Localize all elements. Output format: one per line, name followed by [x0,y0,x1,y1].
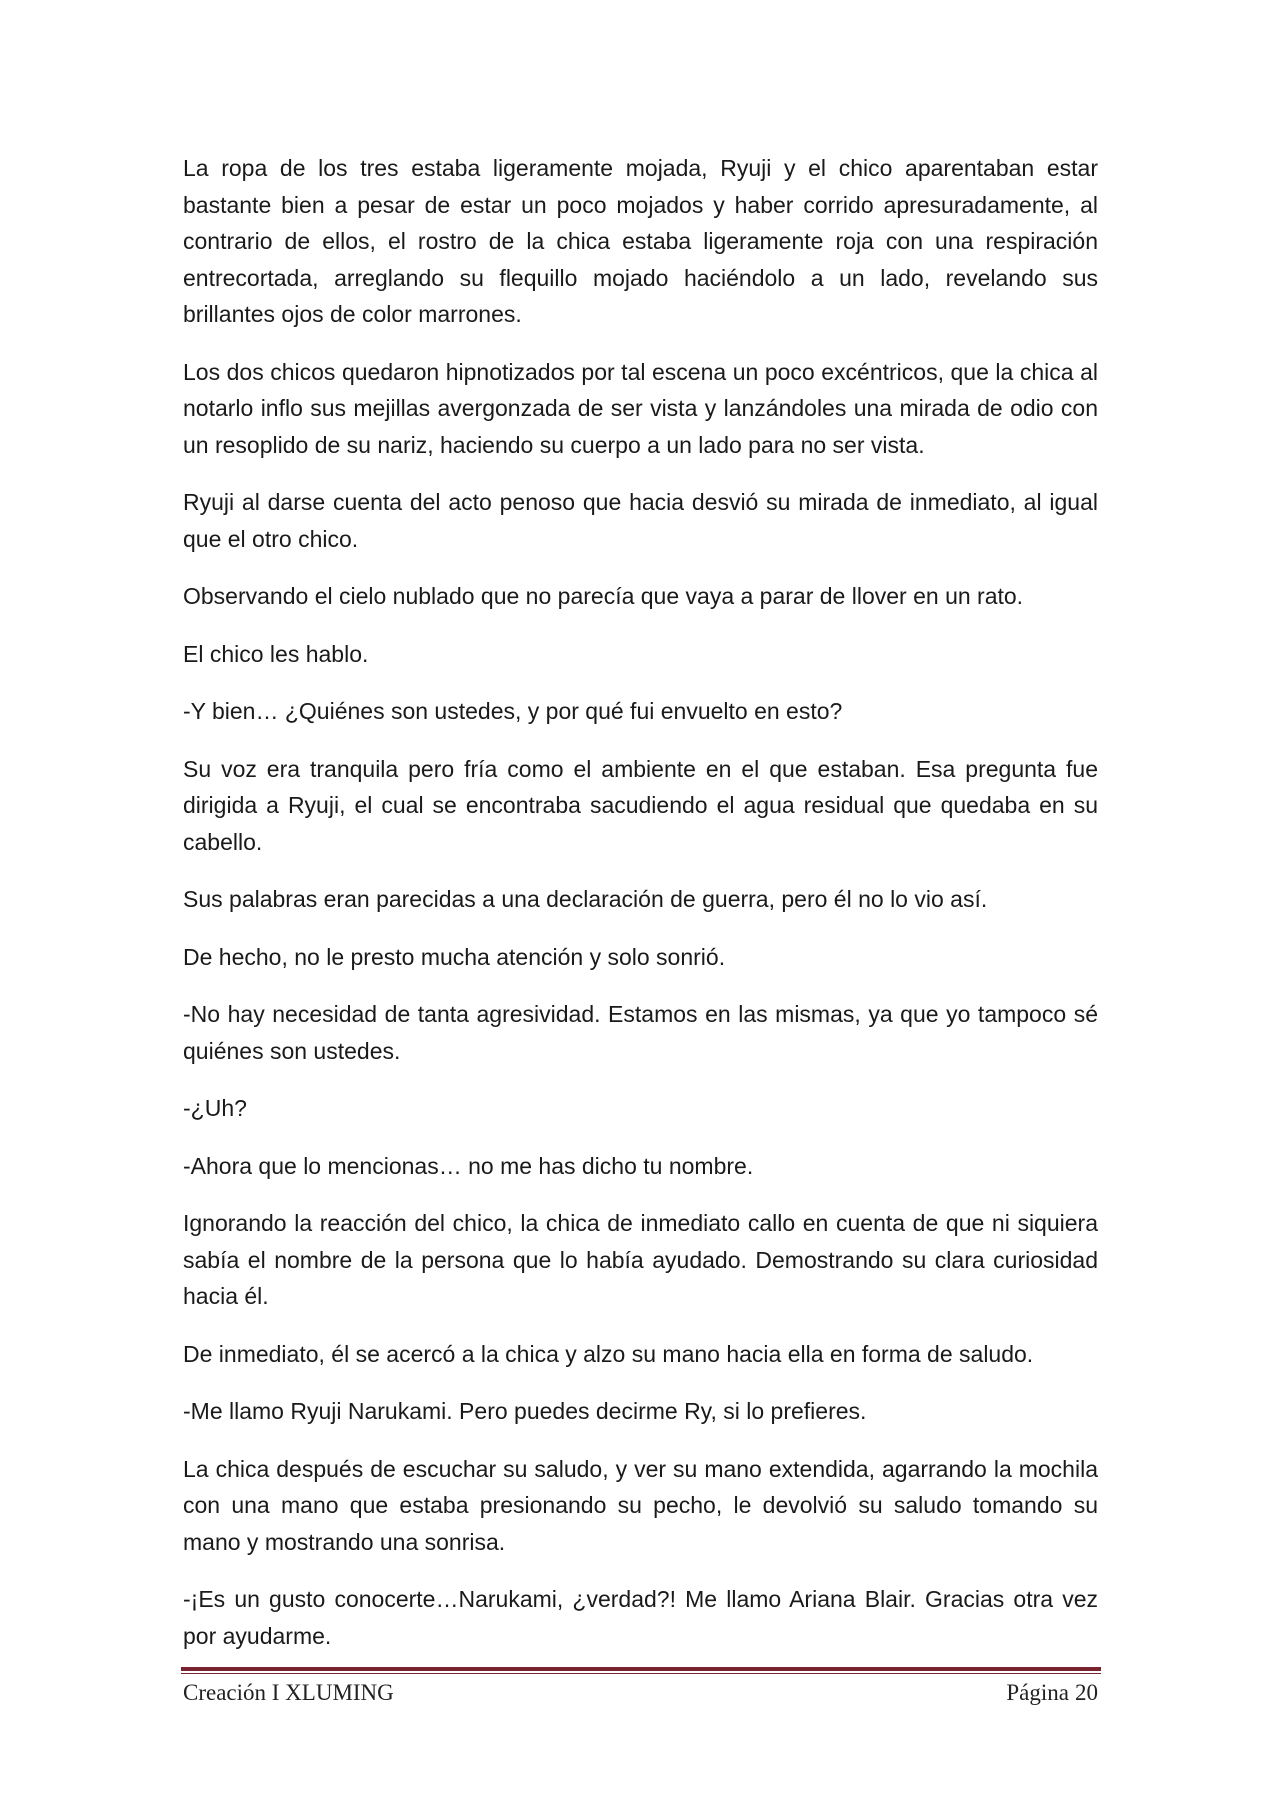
footer-divider-thick [181,1667,1101,1671]
paragraph: -Me llamo Ryuji Narukami. Pero puedes decirme Ry, si lo prefieres. [183,1398,867,1424]
paragraph: -¡Es un gusto conocerte…Narukami, ¿verdad?! Me llamo Ariana Blair. Gracias otra vez por ayudarme. [183,1586,1098,1649]
paragraph: De hecho, no le presto mucha atención y solo sonrió. [183,943,726,970]
page-number [1006,1680,1098,1706]
paragraph: -No hay necesidad de tanta agresividad. Estamos en las mismas, ya que yo tampoco sé quiénes son ustedes. [183,1001,1098,1064]
paragraph: Los dos chicos quedaron hipnotizados por tal escena un poco excéntricos, que la chica al notarlo inflo sus mejillas avergonzada de ser vista y lanzándoles una mirada de odio con un resoplido de su nariz, haciendo su cuerpo a un lado para no ser vista. [183,358,1098,458]
page-number-value: 20 [1075,1680,1098,1705]
paragraph: Ignorando la reacción del chico, la chica de inmediato callo en cuenta de que ni siquiera sabía el nombre de la persona que lo había ayudado. Demostrando su clara curiosidad hacia él. [183,1210,1098,1309]
footer-divider-thin [181,1673,1101,1674]
footer-divider [181,1667,1101,1674]
paragraph: El chico les hablo. [183,640,369,667]
paragraph: Observando el cielo nublado que no parecía que vaya a parar de llover en un rato. [183,583,1024,609]
paragraph: La chica después de escuchar su saludo, y ver su mano extendida, agarrando la mochila con una mano que estaba presionando su pecho, le devolvió su saludo tomando su mano y mostrando una sonrisa. [183,1455,1098,1555]
paragraph: La ropa de los tres estaba ligeramente mojada, Ryuji y el chico aparentaban estar bastante bien a pesar de estar un poco mojados y haber corrido apresuradamente, al contrario de ellos, el rostro de la chica estaba ligeramente roja con una respiración entrecortada, arreglando su flequillo mojado haciéndolo a un lado, revelando sus brillantes ojos de color marrones. [183,155,1098,327]
footer-credit: Creación I XLUMING [183,1680,394,1705]
paragraph: Sus palabras eran parecidas a una declaración de guerra, pero él no lo vio así. [183,886,988,912]
page-label: Página [1006,1680,1069,1705]
paragraph: -Ahora que lo mencionas… no me has dicho tu nombre. [183,1152,754,1179]
paragraph: Ryuji al darse cuenta del acto penoso que hacia desvió su mirada de inmediato, al igual que el otro chico. [183,489,1098,552]
paragraph: -¿Uh? [183,1095,247,1121]
paragraph: Su voz era tranquila pero fría como el ambiente en el que estaban. Esa pregunta fue dirigida a Ryuji, el cual se encontraba sacudiendo el agua residual que quedaba en su cabello. [183,755,1098,855]
paragraph: De inmediato, él se acercó a la chica y alzo su mano hacia ella en forma de saludo. [183,1340,1034,1367]
body-text [183,150,1098,1675]
paragraph: -Y bien… ¿Quiénes son ustedes, y por qué fui envuelto en esto? [183,698,843,724]
page-footer [183,1680,1098,1706]
